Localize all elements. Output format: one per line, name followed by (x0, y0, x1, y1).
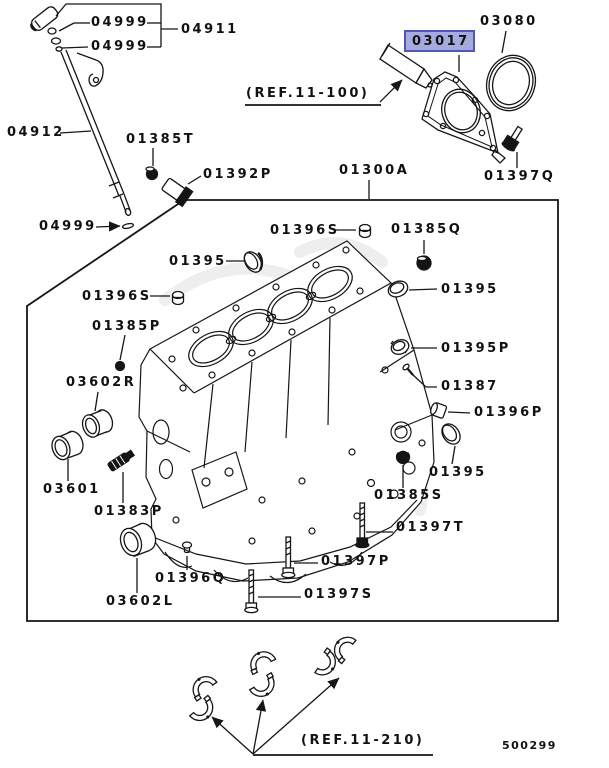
bearing-shells-drawing (187, 632, 359, 726)
part-label-01385P[interactable]: 01385P (92, 319, 162, 334)
part-label-03602R[interactable]: 03602R (66, 375, 137, 390)
part-label-01385Q[interactable]: 01385Q (391, 222, 463, 237)
ref-link-11-100[interactable]: (REF.11-100) (246, 86, 370, 101)
part-label-04911[interactable]: 04911 (181, 22, 239, 37)
part-label-01383P[interactable]: 01383P (94, 504, 164, 519)
part-label-01387[interactable]: 01387 (441, 379, 499, 394)
part-label-01385T[interactable]: 01385T (126, 132, 196, 147)
part-label-01395P[interactable]: 01395P (441, 341, 511, 356)
part-label-01397S[interactable]: 01397S (304, 587, 374, 602)
part-label-03017-highlighted[interactable]: 03017 (404, 30, 475, 52)
part-label-01397T[interactable]: 01397T (396, 520, 466, 535)
part-label-01396S-1[interactable]: 01396S (270, 223, 340, 238)
ref-link-11-210[interactable]: (REF.11-210) (301, 733, 425, 748)
part-label-01396S-2[interactable]: 01396S (82, 289, 152, 304)
part-label-01395-3[interactable]: 01395 (429, 465, 487, 480)
part-label-01397P[interactable]: 01397P (321, 554, 391, 569)
part-label-03602L[interactable]: 03602L (106, 594, 175, 609)
part-label-01385S[interactable]: 01385S (374, 488, 444, 503)
part-label-04999-1[interactable]: 04999 (91, 15, 149, 30)
part-label-01396P[interactable]: 01396P (474, 405, 544, 420)
diagram-code: 500299 (502, 739, 557, 752)
part-label-01396Q[interactable]: 01396Q (155, 571, 227, 586)
part-label-01395-2[interactable]: 01395 (441, 282, 499, 297)
part-label-01395-1[interactable]: 01395 (169, 254, 227, 269)
part-label-01300A[interactable]: 01300A (339, 163, 410, 178)
part-label-04999-2[interactable]: 04999 (91, 39, 149, 54)
part-label-01392P[interactable]: 01392P (203, 167, 273, 182)
part-label-01397Q[interactable]: 01397Q (484, 169, 556, 184)
part-label-03601[interactable]: 03601 (43, 482, 101, 497)
part-label-03080[interactable]: 03080 (480, 14, 538, 29)
part-label-04912[interactable]: 04912 (7, 125, 65, 140)
part-label-04999-3[interactable]: 04999 (39, 219, 97, 234)
dipstick-drawing (28, 5, 131, 216)
